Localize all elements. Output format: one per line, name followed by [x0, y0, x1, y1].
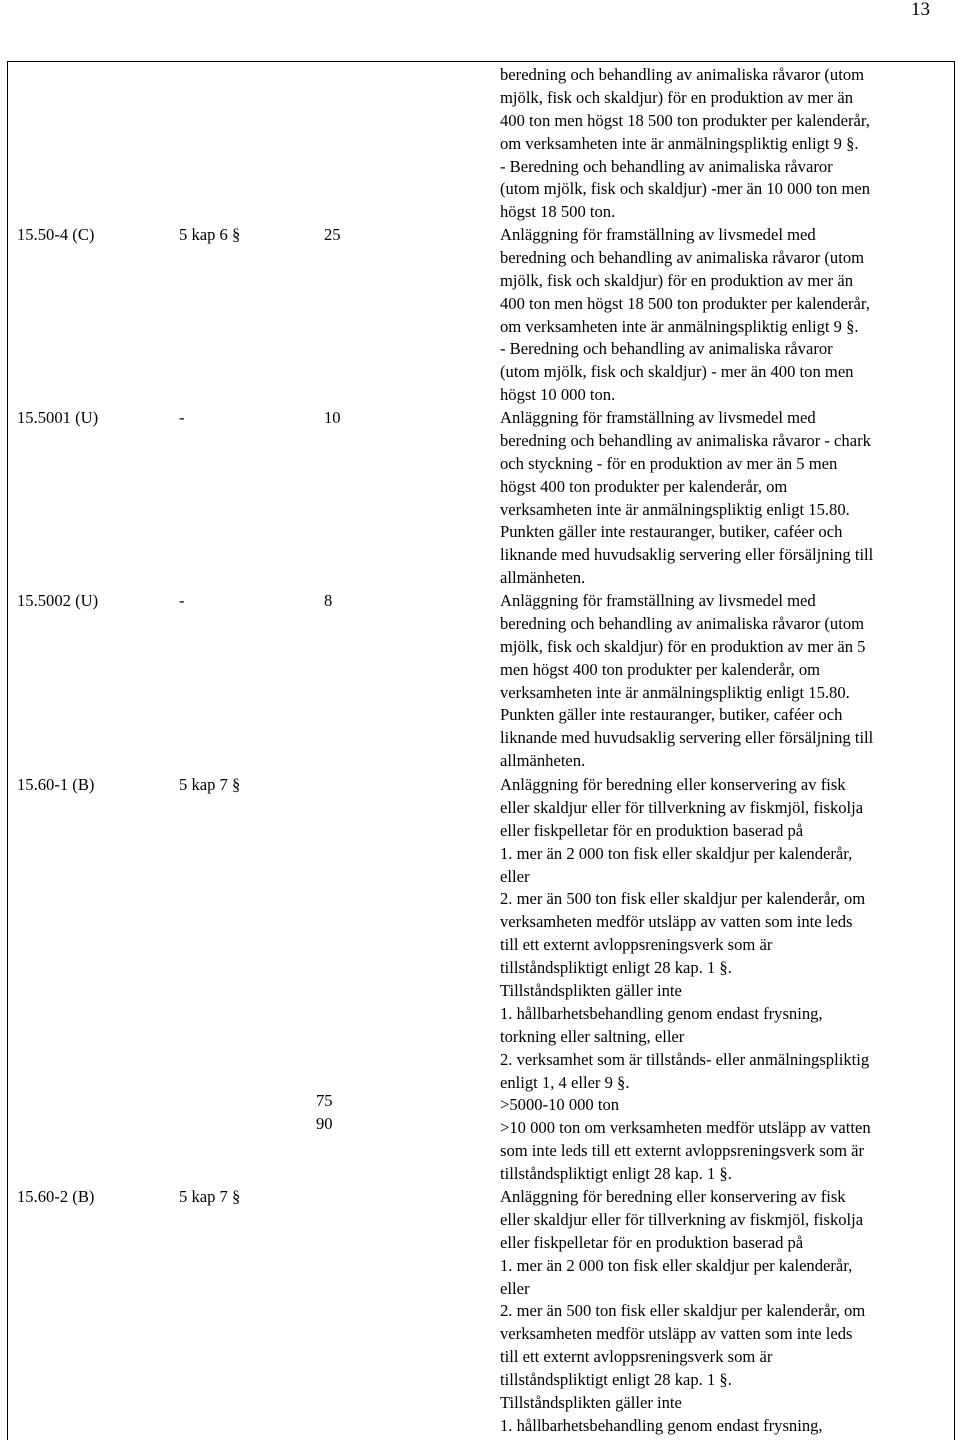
description-line: 1. hållbarhetsbehandling genom endast frysning, [500, 1003, 823, 1023]
legal-reference: 5 kap 6 § [179, 225, 241, 244]
description-line: 2. mer än 500 ton fisk eller skaldjur per kalenderår, om [500, 889, 866, 909]
description-line: Tillståndsplikten gäller inte [500, 981, 682, 1001]
description-line: till ett externt avloppsreningsverk som är [500, 935, 773, 955]
description-line: 1. mer än 2 000 ton fisk eller skaldjur per kalenderår, [500, 843, 853, 863]
description-line: verksamheten medför utsläpp av vatten som inte leds [500, 912, 853, 932]
activity-code: 15.5001 (U) [17, 408, 99, 427]
description-line: 2. verksamhet som är tillstånds- eller anmälningspliktig [500, 1049, 870, 1069]
activity-description [500, 590, 873, 773]
description-line: eller [500, 866, 530, 886]
fee-value: 90 [316, 1113, 333, 1133]
description-line: Anläggning för beredning eller konservering av fisk [500, 775, 846, 794]
fee-tier-values [316, 1090, 333, 1136]
description-line: beredning och behandling av animaliska råvaror - chark [500, 430, 871, 450]
description-line: till ett externt avloppsreningsverk som är [500, 1347, 773, 1367]
legal-reference: - [179, 408, 185, 427]
description-line: eller skaldjur eller för tillverkning av fiskmjöl, fiskolja [500, 797, 864, 817]
description-line: beredning och behandling av animaliska råvaror (utom [500, 613, 865, 633]
description-line: verksamheten inte är anmälningspliktig enligt 15.80. [500, 499, 850, 519]
description-line: liknande med huvudsaklig servering eller försäljning till [500, 728, 874, 748]
description-line: >10 000 ton om verksamheten medför utsläpp av vatten [500, 1118, 871, 1138]
description-line: (utom mjölk, fisk och skaldjur) - mer än 400 ton men [500, 362, 854, 382]
description-line: tillståndspliktigt enligt 28 kap. 1 §. [500, 1164, 732, 1184]
description-line: verksamheten inte är anmälningspliktig enligt 15.80. [500, 682, 850, 702]
description-line: allmänheten. [500, 751, 586, 771]
activity-code: 15.60-2 (B) [17, 1187, 95, 1206]
description-line: eller fiskpelletar för en produktion baserad på [500, 1232, 804, 1252]
description-line: beredning och behandling av animaliska råvaror (utom [500, 65, 865, 84]
description-line: högst 10 000 ton. [500, 385, 616, 405]
description-line: men högst 400 ton produkter per kalenderår, om [500, 659, 821, 679]
activity-table [7, 61, 955, 1440]
activity-description [500, 64, 870, 224]
fee-value: 75 [316, 1091, 333, 1110]
description-line: >5000-10 000 ton [500, 1095, 620, 1115]
fee-value: 25 [324, 225, 341, 244]
activity-description [500, 407, 873, 590]
legal-reference: 5 kap 7 § [179, 775, 241, 794]
description-line: Punkten gäller inte restauranger, butiker, caféer och [500, 705, 843, 725]
description-line: Anläggning för framställning av livsmedel med [500, 225, 816, 244]
fee-value: 10 [324, 408, 341, 427]
description-line: högst 18 500 ton. [500, 202, 616, 222]
description-line: högst 400 ton produkter per kalenderår, om [500, 476, 788, 496]
activity-code: 15.50-4 (C) [17, 225, 95, 244]
description-line: mjölk, fisk och skaldjur) för en produktion av mer än [500, 87, 853, 107]
description-line: - Beredning och behandling av animaliska råvaror [500, 156, 833, 176]
description-line: och styckning - för en produktion av mer än 5 men [500, 453, 838, 473]
description-line: som inte leds till ett externt avloppsreningsverk som är [500, 1141, 865, 1161]
legal-reference: 5 kap 7 § [179, 1187, 241, 1206]
description-line: verksamheten medför utsläpp av vatten som inte leds [500, 1324, 853, 1344]
description-line: tillståndspliktigt enligt 28 kap. 1 §. [500, 1370, 732, 1390]
description-line: eller fiskpelletar för en produktion baserad på [500, 820, 804, 840]
description-line: liknande med huvudsaklig servering eller försäljning till [500, 545, 874, 565]
description-line: eller [500, 1278, 530, 1298]
description-line: Anläggning för framställning av livsmedel med [500, 591, 816, 610]
description-line: mjölk, fisk och skaldjur) för en produktion av mer än 5 [500, 636, 866, 656]
page-number: 13 [911, 0, 930, 20]
activity-description [500, 774, 871, 1186]
description-line: Anläggning för framställning av livsmedel med [500, 408, 816, 427]
description-line: 1. mer än 2 000 ton fisk eller skaldjur per kalenderår, [500, 1255, 853, 1275]
description-line: torkning eller saltning, eller [500, 1026, 685, 1046]
description-line: tillståndspliktigt enligt 28 kap. 1 §. [500, 958, 732, 978]
activity-description [500, 1186, 865, 1438]
description-line: mjölk, fisk och skaldjur) för en produktion av mer än [500, 270, 853, 290]
description-line: (utom mjölk, fisk och skaldjur) -mer än 10 000 ton men [500, 179, 871, 199]
activity-code: 15.60-1 (B) [17, 775, 95, 794]
description-line: 400 ton men högst 18 500 ton produkter per kalenderår, [500, 293, 870, 313]
description-line: om verksamheten inte är anmälningspliktig enligt 9 §. [500, 316, 859, 336]
description-line: om verksamheten inte är anmälningspliktig enligt 9 §. [500, 133, 859, 153]
description-line: Punkten gäller inte restauranger, butiker, caféer och [500, 522, 843, 542]
description-line: 400 ton men högst 18 500 ton produkter per kalenderår, [500, 110, 870, 130]
description-line: enligt 1, 4 eller 9 §. [500, 1072, 630, 1092]
activity-description [500, 224, 870, 407]
description-line: Anläggning för beredning eller konservering av fisk [500, 1187, 846, 1206]
description-line: 2. mer än 500 ton fisk eller skaldjur per kalenderår, om [500, 1301, 866, 1321]
description-line: 1. hållbarhetsbehandling genom endast frysning, [500, 1415, 823, 1435]
fee-value: 8 [324, 591, 333, 610]
description-line: allmänheten. [500, 568, 586, 588]
legal-reference: - [179, 591, 185, 610]
activity-code: 15.5002 (U) [17, 591, 99, 610]
description-line: - Beredning och behandling av animaliska råvaror [500, 339, 833, 359]
description-line: Tillståndsplikten gäller inte [500, 1393, 682, 1413]
description-line: beredning och behandling av animaliska råvaror (utom [500, 247, 865, 267]
description-line: eller skaldjur eller för tillverkning av fiskmjöl, fiskolja [500, 1209, 864, 1229]
